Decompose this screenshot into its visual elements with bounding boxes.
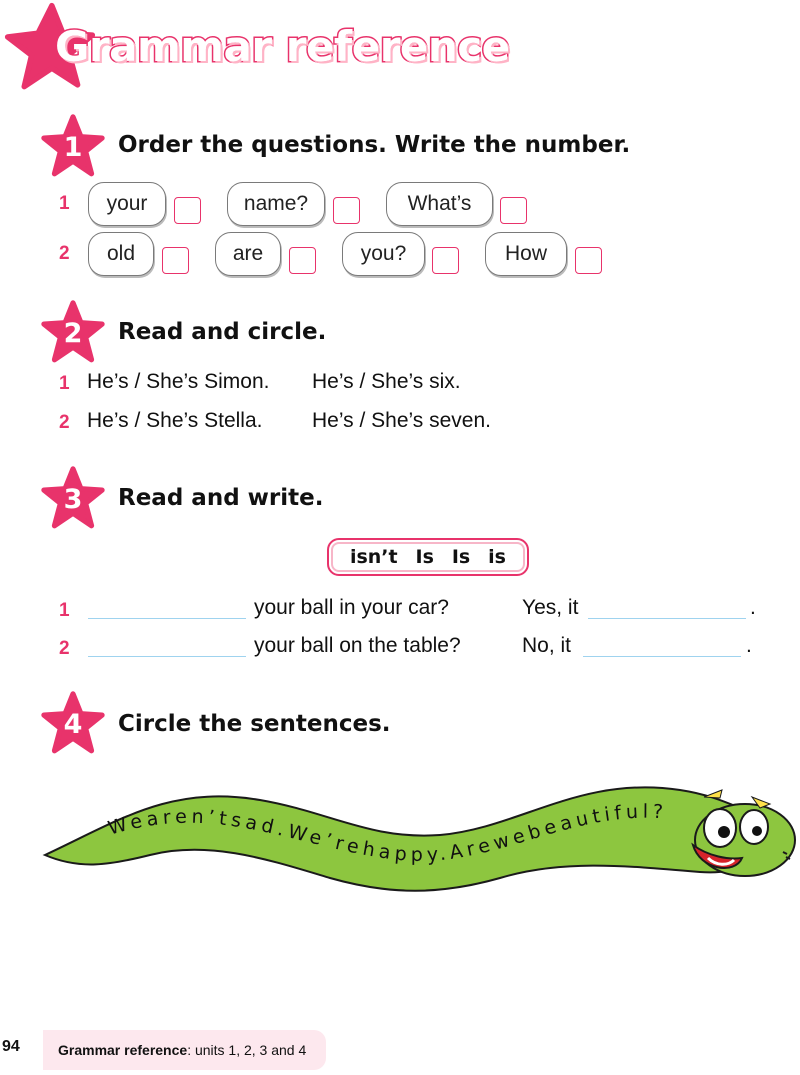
answer-prefix: Yes, it xyxy=(522,596,579,619)
row-number: 2 xyxy=(59,412,70,433)
snake-illustration[interactable] xyxy=(0,760,800,940)
answer-box[interactable] xyxy=(162,247,189,274)
word-box-item: is xyxy=(488,546,506,568)
row-number: 2 xyxy=(59,638,70,659)
circle-sentence[interactable]: He’s / She’s Stella. xyxy=(87,409,263,432)
write-line[interactable] xyxy=(88,618,246,619)
sentence-text: your ball on the table? xyxy=(254,634,461,657)
sentence-end: . xyxy=(750,596,756,619)
answer-box[interactable] xyxy=(174,197,201,224)
write-line[interactable] xyxy=(88,656,246,657)
circle-sentence[interactable]: He’s / She’s seven. xyxy=(312,409,491,432)
section-4-title: Circle the sentences. xyxy=(118,711,391,737)
section-3-title: Read and write. xyxy=(118,485,324,511)
snake-text[interactable]: Wearen’tsad.We’rehappy.Arewebeautiful? xyxy=(105,800,669,867)
word-card: What’s xyxy=(386,182,493,226)
answer-box[interactable] xyxy=(289,247,316,274)
section-number: 2 xyxy=(63,317,83,349)
row-number: 1 xyxy=(59,600,70,621)
answer-box[interactable] xyxy=(333,197,360,224)
write-line[interactable] xyxy=(583,656,741,657)
word-box-item: Is xyxy=(451,546,471,568)
word-card: are xyxy=(215,232,281,276)
write-line[interactable] xyxy=(588,618,746,619)
page-title: Grammar reference xyxy=(55,22,510,71)
word-box-item: Is xyxy=(415,546,434,568)
footer-text: : units 1, 2, 3 and 4 xyxy=(187,1042,307,1058)
footer-label: Grammar reference xyxy=(58,1042,188,1058)
sentence-end: . xyxy=(746,634,752,657)
section-number: 4 xyxy=(63,708,83,740)
word-card: old xyxy=(88,232,154,276)
answer-box[interactable] xyxy=(575,247,602,274)
footer-reference xyxy=(43,1030,326,1070)
section-2-title: Read and circle. xyxy=(118,319,327,345)
row-number: 1 xyxy=(59,193,70,214)
word-box-item: isn’t xyxy=(349,546,398,568)
answer-prefix: No, it xyxy=(522,634,572,657)
word-box xyxy=(327,538,529,576)
word-card: name? xyxy=(227,182,325,226)
section-1-title: Order the questions. Write the number. xyxy=(118,132,631,158)
answer-box[interactable] xyxy=(500,197,527,224)
page-number: 94 xyxy=(2,1038,20,1055)
answer-box[interactable] xyxy=(432,247,459,274)
word-card: How xyxy=(485,232,567,276)
word-card: you? xyxy=(342,232,425,276)
sentence-text: your ball in your car? xyxy=(254,596,449,619)
row-number: 1 xyxy=(59,373,70,394)
circle-sentence[interactable]: He’s / She’s six. xyxy=(312,370,461,393)
word-card: your xyxy=(88,182,166,226)
section-number: 3 xyxy=(63,483,83,515)
circle-sentence[interactable]: He’s / She’s Simon. xyxy=(87,370,270,393)
section-number: 1 xyxy=(63,131,83,163)
row-number: 2 xyxy=(59,243,70,264)
